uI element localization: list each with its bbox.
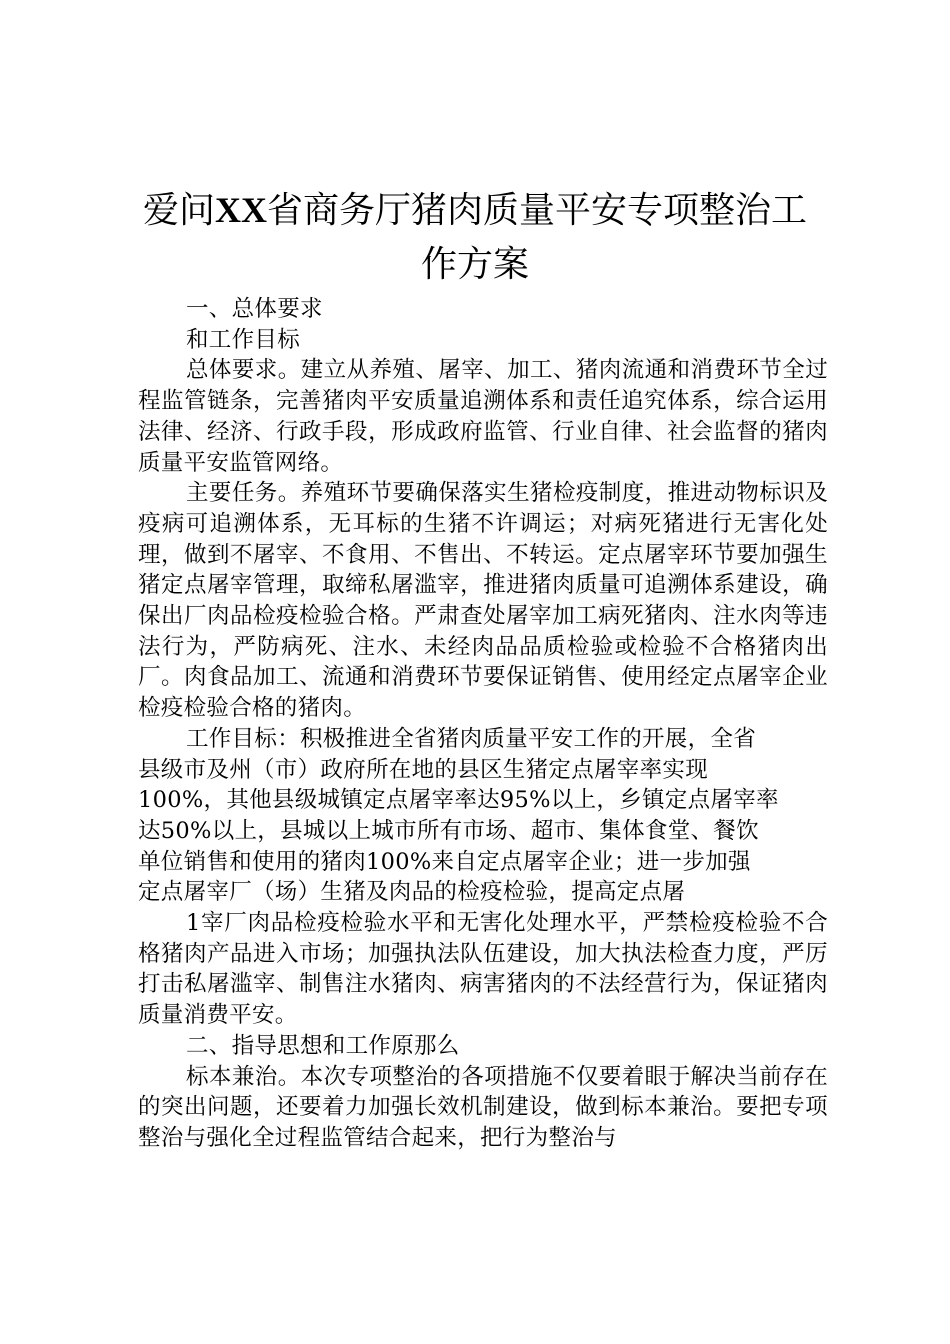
goals-line: 工作目标：积极推进全省猪肉质量平安工作的开展，全省 (186, 725, 757, 752)
paragraph-work-goals (138, 724, 828, 908)
section-1-subheading: 和工作目标 (186, 326, 301, 353)
goals-line: 100%，其他县级城镇定点屠宰率达95%以上，乡镇定点屠宰率 (138, 787, 779, 814)
paragraph-main-tasks: 主要任务。养殖环节要确保落实生猪检疫制度，推进动物标识及疫病可追溯体系，无耳标的生猪不许调运；对病死猪进行无害化处理，做到不屠宰、不食用、不售出、不转运。定点屠宰环节要加强生猪定点屠宰管理，取缔私屠滥宰，推进猪肉质量可追溯体系建设，确保出厂肉品检疫检验合格。严肃查处屠宰加工病死猪肉、注水肉等违法行为，严防病死、注水、未经肉品品质检验或检验不合格猪肉出厂。肉食品加工、流通和消费环节要保证销售、使用经定点屠宰企业检疫检验合格的猪肉。 (138, 480, 828, 722)
document-body (138, 294, 828, 1154)
section-1-heading: 一、总体要求 (186, 296, 323, 322)
paragraph-work-goals-continued: 1宰厂肉品检疫检验水平和无害化处理水平，严禁检疫检验不合格猪肉产品进入市场；加强执法队伍建设，加大执法检查力度，严厉打击私屠滥宰、制售注水猪肉、病害猪肉的不法经营行为，保证猪肉质量消费平安。 (138, 910, 828, 1029)
document-title-line-1: 爱问XX省商务厅猪肉质量平安专项整治工 (142, 190, 808, 231)
goals-line: 定点屠宰厂（场）生猪及肉品的检疫检验，提高定点屠 (138, 879, 686, 906)
goals-line: 单位销售和使用的猪肉100%来自定点屠宰企业；进一步加强 (138, 848, 751, 875)
section-2-heading: 二、指导思想和工作原那么 (186, 1032, 460, 1059)
paragraph-principle: 标本兼治。本次专项整治的各项措施不仅要着眼于解决当前存在的突出问题，还要着力加强长效机制建设，做到标本兼治。要把专项整治与强化全过程监管结合起来，把行为整治与 (138, 1063, 828, 1151)
goals-line: 达50%以上，县城以上城市所有市场、超市、集体食堂、餐饮 (138, 817, 759, 844)
document-title-line-2: 作方案 (420, 244, 529, 285)
goals-line: 县级市及州（市）政府所在地的县区生猪定点屠宰率实现 (138, 756, 709, 783)
paragraph-overall-requirements: 总体要求。建立从养殖、屠宰、加工、猪肉流通和消费环节全过程监管链条，完善猪肉平安质量追溯体系和责任追究体系，综合运用法律、经济、行政手段，形成政府监管、行业自律、社会监督的猪肉质量平安监管网络。 (138, 357, 828, 476)
